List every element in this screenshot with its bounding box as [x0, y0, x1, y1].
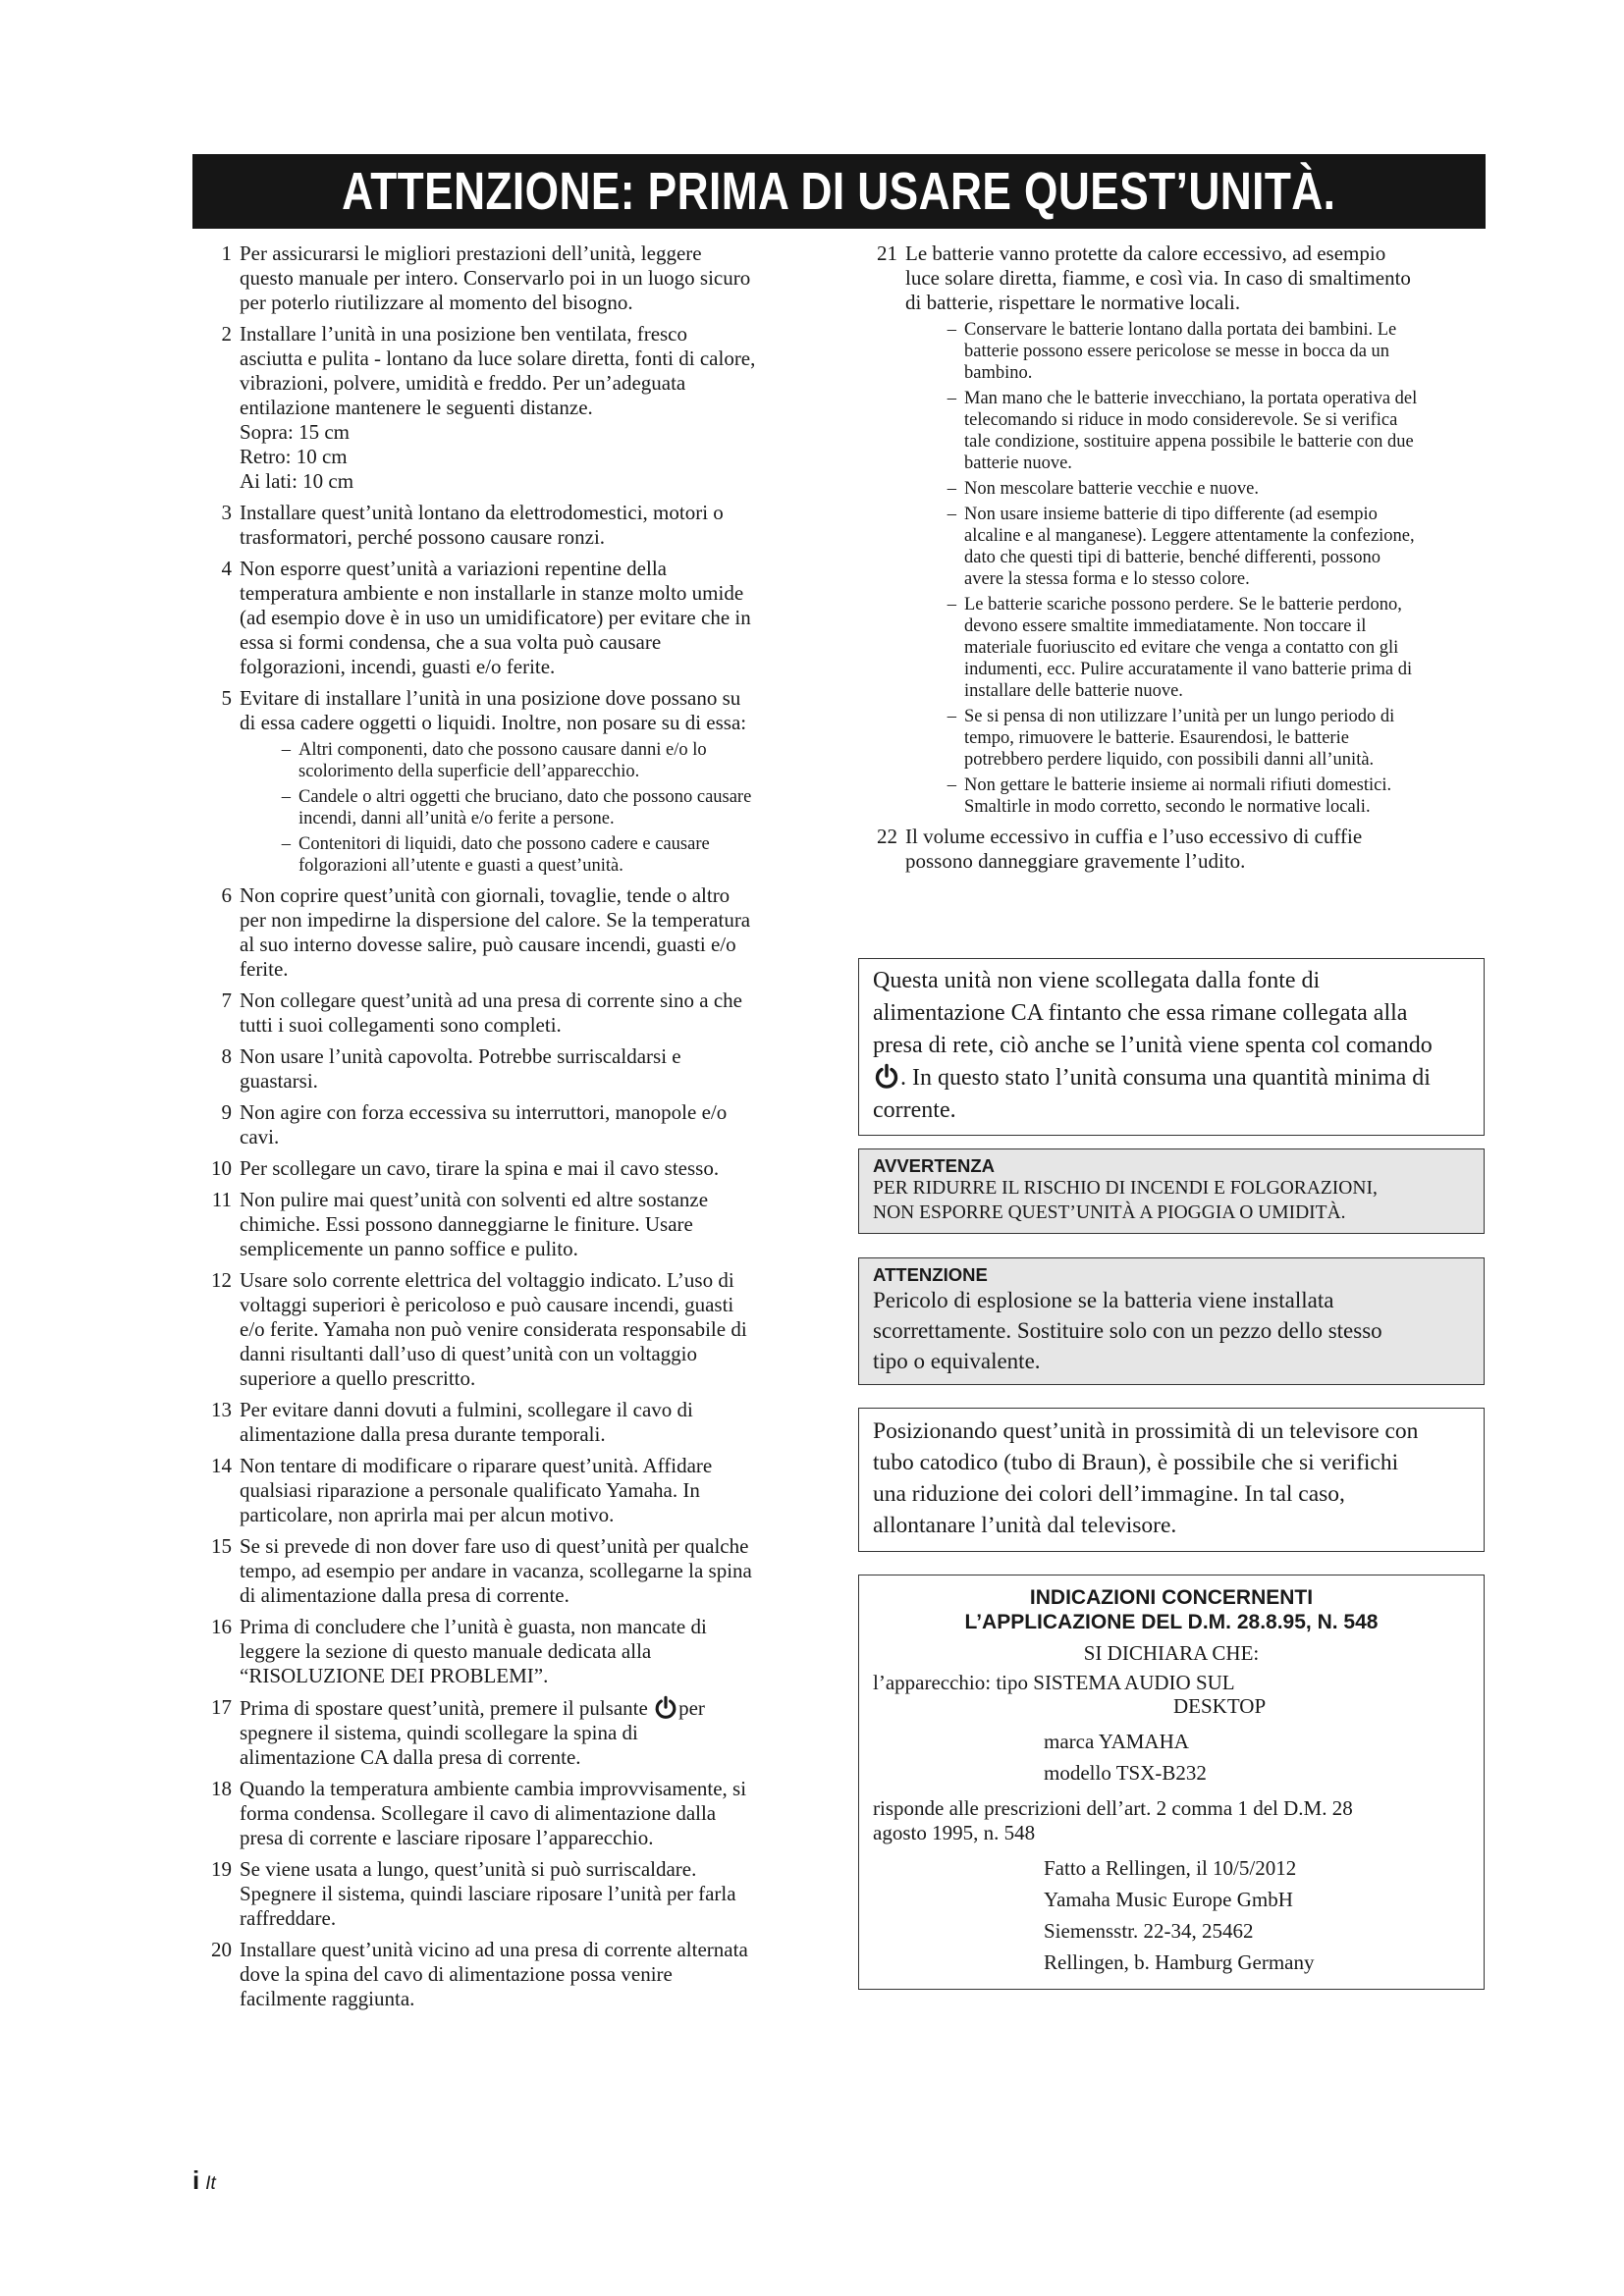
- item-text: Le batterie vanno protette da calore eccessivo, ad esempio: [905, 241, 1386, 265]
- sub-item-text: tale condizione, sostituire appena possibile le batterie con due: [964, 432, 1414, 452]
- item-text: danni risultanti dall’uso di quest’unità con un voltaggio: [240, 1342, 698, 1365]
- item-text: trasformatori, perché possono causare ronzi.: [240, 525, 606, 549]
- list-item: [192, 1044, 821, 1094]
- item-number: 18: [211, 1777, 232, 1800]
- right-column: [858, 241, 1487, 881]
- caution-line: tipo o equivalente.: [873, 1349, 1041, 1373]
- declaration-compliance-1: risponde alle prescrizioni dell’art. 2 comma 1 del D.M. 28: [873, 1796, 1353, 1820]
- item-text: facilmente raggiunta.: [240, 1987, 415, 2010]
- caution-box: [858, 1257, 1485, 1385]
- power-standby-icon: [873, 1063, 900, 1091]
- item-text: chimiche. Essi possono danneggiarne le finiture. Usare: [240, 1212, 693, 1236]
- sub-item-text: Conservare le batterie lontano dalla portata dei bambini. Le: [964, 320, 1397, 340]
- declaration-model: modello TSX-B232: [1044, 1761, 1207, 1785]
- list-item: [192, 1156, 821, 1181]
- page-footer: [192, 2165, 216, 2196]
- item-text: presa di corrente e lasciare riposare l’apparecchio.: [240, 1826, 654, 1849]
- item-number: 21: [877, 241, 897, 265]
- item-text: voltaggi superiori è pericoloso e può causare incendi, guasti: [240, 1293, 734, 1316]
- item-number: 2: [221, 322, 232, 346]
- dash-bullet: –: [947, 595, 956, 614]
- tv-line: tubo catodico (tubo di Braun), è possibile che si verifichi: [873, 1450, 1399, 1475]
- item-number: 11: [211, 1188, 232, 1211]
- item-number: 10: [211, 1156, 232, 1180]
- item-text: Installare quest’unità vicino ad una presa di corrente alternata: [240, 1938, 748, 1961]
- power-standby-icon: [653, 1695, 678, 1721]
- item-text: Non collegare quest’unità ad una presa di corrente sino a che: [240, 988, 742, 1012]
- sub-item-text: Altri componenti, dato che possono causare danni e/o lo: [298, 740, 707, 760]
- list-item: [192, 1777, 821, 1850]
- item-text: per non impedirne la dispersione del calore. Se la temperatura: [240, 908, 751, 932]
- sub-item-text: potrebbero perdere liquido, con possibili danni all’unità.: [964, 750, 1375, 770]
- sub-list-item: [925, 388, 1487, 474]
- page-title: ATTENZIONE: PRIMA DI USARE QUEST’UNITÀ.: [342, 162, 1336, 221]
- page-number: i: [192, 2165, 200, 2195]
- sub-list-item: [925, 478, 1487, 500]
- sub-item-text: Non gettare le batterie insieme ai normali rifiuti domestici.: [964, 775, 1392, 795]
- dash-bullet: –: [947, 775, 956, 795]
- sub-item-text: indumenti, ecc. Pulire accuratamente il vano batterie prima di: [964, 660, 1413, 679]
- item-text: guastarsi.: [240, 1069, 318, 1093]
- item-text: particolare, non aprirla mai per alcun motivo.: [240, 1503, 615, 1526]
- item-text: vibrazioni, polvere, umidità e freddo. Per un’adeguata: [240, 371, 686, 395]
- list-item: [192, 501, 821, 550]
- declaration-heading-2: L’APPLICAZIONE DEL D.M. 28.8.95, N. 548: [964, 1611, 1379, 1633]
- sub-list-item: [259, 833, 821, 877]
- sub-item-text: devono essere smaltite immediatamente. Non toccare il: [964, 616, 1367, 636]
- sub-item-text: bambino.: [964, 363, 1033, 383]
- item-text: Quando la temperatura ambiente cambia improvvisamente, si: [240, 1777, 747, 1800]
- item-text: forma condensa. Scollegare il cavo di alimentazione dalla: [240, 1801, 717, 1825]
- item-text: Non usare l’unità capovolta. Potrebbe surriscaldarsi e: [240, 1044, 681, 1068]
- language-tag: It: [205, 2173, 216, 2194]
- standby-line: Questa unità non viene scollegata dalla fonte di: [873, 968, 1321, 993]
- item-number: 16: [211, 1615, 232, 1638]
- standby-line: alimentazione CA fintanto che essa rimane collegata alla: [873, 1000, 1408, 1026]
- item-text: dove la spina del cavo di alimentazione possa venire: [240, 1962, 673, 1986]
- dash-bullet: –: [281, 787, 291, 807]
- item-text: Spegnere il sistema, quindi lasciare riposare l’unità per farla: [240, 1882, 736, 1905]
- left-column: [192, 241, 821, 2018]
- item-text: spegnere il sistema, quindi scollegare la spina di: [240, 1721, 638, 1744]
- item-text: al suo interno dovesse salire, può causare incendi, guasti e/o: [240, 933, 736, 956]
- sub-item-text: tempo, rimuovere le batterie. Esaurendosi, le batterie: [964, 728, 1349, 748]
- list-item: [192, 1454, 821, 1527]
- list-item: [192, 1268, 821, 1391]
- item-number: 6: [221, 883, 232, 907]
- sub-item-text: avere la stessa forma e lo stesso colore.: [964, 569, 1250, 589]
- dash-bullet: –: [947, 707, 956, 726]
- item-text: superiore a quello prescritto.: [240, 1366, 476, 1390]
- list-item: [858, 825, 1487, 874]
- item-text: Prima di spostare quest’unità, premere il pulsante: [240, 1696, 648, 1720]
- list-item: [192, 988, 821, 1038]
- item-text: asciutta e pulita - lontano da luce solare diretta, fonti di calore,: [240, 347, 756, 370]
- list-item: [192, 1938, 821, 2011]
- item-number: 13: [211, 1398, 232, 1421]
- item-text: leggere la sezione di questo manuale dedicata alla: [240, 1639, 652, 1663]
- sub-item-text: Smaltirle in modo corretto, secondo le normative locali.: [964, 797, 1371, 817]
- list-item: [192, 322, 821, 494]
- item-text: di batterie, rispettare le normative locali.: [905, 291, 1241, 314]
- tv-notice-box: [858, 1408, 1485, 1552]
- item-text: Per scollegare un cavo, tirare la spina e mai il cavo stesso.: [240, 1156, 720, 1180]
- item-text: Non tentare di modificare o riparare quest’unità. Affidare: [240, 1454, 713, 1477]
- declaration-city: Rellingen, b. Hamburg Germany: [1044, 1950, 1315, 1974]
- item-text: per: [678, 1696, 705, 1720]
- list-item: [192, 1857, 821, 1931]
- sub-item-text: telecomando si riduce in modo considerevole. Se si verifica: [964, 410, 1398, 430]
- standby-line: corrente.: [873, 1097, 956, 1123]
- declaration-box: [858, 1575, 1485, 1990]
- list-item: [192, 241, 821, 315]
- declaration-compliance-2: agosto 1995, n. 548: [873, 1821, 1036, 1844]
- item-text: Non esporre quest’unità a variazioni repentine della: [240, 557, 667, 580]
- item-text: semplicemente un panno soffice e pulito.: [240, 1237, 578, 1260]
- sub-item-text: incendi, danni all’unità e/o ferite a persone.: [298, 809, 615, 828]
- sub-list-item: [259, 786, 821, 829]
- list-item: [192, 1188, 821, 1261]
- item-text: tempo, ad esempio per andare in vacanza, scollegarne la spina: [240, 1559, 752, 1582]
- item-text: di essa cadere oggetti o liquidi. Inoltre, non posare su di essa:: [240, 711, 747, 734]
- item-number: 17: [211, 1695, 232, 1719]
- item-text: Il volume eccessivo in cuffia e l’uso eccessivo di cuffie: [905, 825, 1363, 848]
- sub-item-text: installare delle batterie nuove.: [964, 681, 1183, 701]
- item-number: 15: [211, 1534, 232, 1558]
- item-text: Installare l’unità in una posizione ben ventilata, fresco: [240, 322, 688, 346]
- item-text: Evitare di installare l’unità in una posizione dove possano su: [240, 686, 741, 710]
- item-text: essa si formi condensa, che a sua volta può causare: [240, 630, 662, 654]
- item-text: ferite.: [240, 957, 289, 981]
- item-text: raffreddare.: [240, 1906, 337, 1930]
- list-item: [192, 883, 821, 982]
- item-text: Installare quest’unità lontano da elettrodomestici, motori o: [240, 501, 724, 524]
- sub-item-text: dato che questi tipi di batterie, benché differenti, possono: [964, 548, 1381, 567]
- item-text: tutti i suoi collegamenti sono completi.: [240, 1013, 562, 1037]
- sub-item-text: Non usare insieme batterie di tipo differente (ad esempio: [964, 505, 1378, 524]
- tv-line: Posizionando quest’unità in prossimità di un televisore con: [873, 1418, 1419, 1444]
- caution-line: scorrettamente. Sostituire solo con un pezzo dello stesso: [873, 1318, 1382, 1343]
- warning-box: [858, 1148, 1485, 1234]
- sub-item-text: Contenitori di liquidi, dato che possono cadere e causare: [298, 834, 710, 854]
- list-item: [858, 241, 1487, 818]
- item-number: 1: [221, 241, 232, 265]
- item-text: folgorazioni, incendi, guasti e/o ferite.: [240, 655, 556, 678]
- sub-item-text: batterie nuove.: [964, 454, 1072, 473]
- declaration-heading-1: INDICAZIONI CONCERNENTI: [1029, 1586, 1314, 1609]
- item-text: e/o ferite. Yamaha non può venire considerata responsabile di: [240, 1317, 747, 1341]
- item-number: 14: [211, 1454, 232, 1477]
- caution-text: [873, 1285, 1470, 1376]
- warning-text: [873, 1176, 1470, 1225]
- list-item: [192, 1100, 821, 1149]
- item-text: Ai lati: 10 cm: [240, 469, 354, 493]
- declaration-device: l’apparecchio: tipo SISTEMA AUDIO SUL: [873, 1671, 1235, 1694]
- sub-item-text: Man mano che le batterie invecchiano, la portata operativa del: [964, 389, 1418, 408]
- tv-line: allontanare l’unità dal televisore.: [873, 1513, 1177, 1538]
- sub-list-item: [925, 594, 1487, 702]
- item-text: luce solare diretta, fiamme, e così via. In caso di smaltimento: [905, 266, 1411, 290]
- sub-item-text: alcaline e al manganese). Leggere attentamente la confezione,: [964, 526, 1415, 546]
- sub-item-text: Se si pensa di non utilizzare l’unità per un lungo periodo di: [964, 707, 1395, 726]
- item-text: Prima di concludere che l’unità è guasta, non mancate di: [240, 1615, 707, 1638]
- declaration-device-2: DESKTOP: [1173, 1694, 1267, 1718]
- standby-line: . In questo stato l’unità consuma una quantità minima di: [900, 1065, 1431, 1091]
- item-number: 20: [211, 1938, 232, 1961]
- item-text: temperatura ambiente e non installarle in stanze molto umide: [240, 581, 744, 605]
- sub-list-item: [925, 319, 1487, 384]
- declaration-company: Yamaha Music Europe GmbH: [1044, 1888, 1293, 1911]
- item-number: 5: [221, 686, 232, 710]
- dash-bullet: –: [947, 479, 956, 499]
- item-number: 3: [221, 501, 232, 524]
- item-text: Se si prevede di non dover fare uso di quest’unità per qualche: [240, 1534, 749, 1558]
- item-text: Se viene usata a lungo, quest’unità si può surriscaldare.: [240, 1857, 697, 1881]
- warning-line: NON ESPORRE QUEST’UNITÀ A PIOGGIA O UMIDITÀ.: [873, 1202, 1346, 1223]
- list-item: [192, 1615, 821, 1688]
- item-text: qualsiasi riparazione a personale qualificato Yamaha. In: [240, 1478, 700, 1502]
- sub-list-item: [925, 774, 1487, 818]
- item-text: Non coprire quest’unità con giornali, tovaglie, tende o altro: [240, 883, 731, 907]
- item-text: Retro: 10 cm: [240, 445, 348, 468]
- item-number: 8: [221, 1044, 232, 1068]
- item-number: 22: [877, 825, 897, 848]
- warning-line: PER RIDURRE IL RISCHIO DI INCENDI E FOLGORAZIONI,: [873, 1178, 1378, 1199]
- sub-item-text: Non mescolare batterie vecchie e nuove.: [964, 479, 1259, 499]
- declaration-place-date: Fatto a Rellingen, il 10/5/2012: [1044, 1856, 1297, 1880]
- item-text: alimentazione CA dalla presa di corrente.: [240, 1745, 581, 1769]
- item-number: 19: [211, 1857, 232, 1881]
- dash-bullet: –: [281, 740, 291, 760]
- item-text: Non pulire mai quest’unità con solventi ed altre sostanze: [240, 1188, 709, 1211]
- sub-item-text: materiale fuoriuscito ed evitare che venga a contatto con gli: [964, 638, 1399, 658]
- standby-notice-box: [858, 958, 1485, 1136]
- declaration-street: Siemensstr. 22-34, 25462: [1044, 1919, 1254, 1943]
- item-text: possono danneggiare gravemente l’udito.: [905, 849, 1246, 873]
- caution-line: Pericolo di esplosione se la batteria viene installata: [873, 1288, 1334, 1312]
- item-number: 7: [221, 988, 232, 1012]
- item-text: per poterlo riutilizzare al momento del bisogno.: [240, 291, 633, 314]
- list-item: [192, 1534, 821, 1608]
- sub-item-text: scolorimento della superficie dell’apparecchio.: [298, 762, 640, 781]
- item-number: 9: [221, 1100, 232, 1124]
- sub-list-item: [259, 739, 821, 782]
- item-text: Usare solo corrente elettrica del voltaggio indicato. L’uso di: [240, 1268, 734, 1292]
- list-item: [192, 1398, 821, 1447]
- item-text: Non agire con forza eccessiva su interruttori, manopole e/o: [240, 1100, 728, 1124]
- dash-bullet: –: [947, 505, 956, 524]
- list-item: [192, 557, 821, 679]
- item-number: 4: [221, 557, 232, 580]
- item-text: Sopra: 15 cm: [240, 420, 350, 444]
- sub-item-text: Le batterie scariche possono perdere. Se le batterie perdono,: [964, 595, 1402, 614]
- declaration-brand: marca YAMAHA: [1044, 1730, 1189, 1753]
- warning-heading: AVVERTENZA: [873, 1155, 996, 1176]
- standby-line: presa di rete, ciò anche se l’unità viene spenta col comando: [873, 1033, 1433, 1058]
- item-text: alimentazione dalla presa durante temporali.: [240, 1422, 606, 1446]
- item-text: di alimentazione dalla presa di corrente.: [240, 1583, 569, 1607]
- sub-list-item: [925, 504, 1487, 590]
- dash-bullet: –: [947, 389, 956, 408]
- dash-bullet: –: [281, 834, 291, 854]
- sub-list-item: [925, 706, 1487, 771]
- tv-line: una riduzione dei colori dell’immagine. In tal caso,: [873, 1481, 1345, 1507]
- list-item: [192, 1695, 821, 1770]
- list-item: [192, 686, 821, 877]
- item-text: Per assicurarsi le migliori prestazioni dell’unità, leggere: [240, 241, 702, 265]
- item-text: cavi.: [240, 1125, 280, 1148]
- item-number: 12: [211, 1268, 232, 1292]
- item-text: entilazione mantenere le seguenti distanze.: [240, 396, 593, 419]
- item-text: questo manuale per intero. Conservarlo poi in un luogo sicuro: [240, 266, 751, 290]
- sub-item-text: batterie possono essere pericolose se messe in bocca da un: [964, 342, 1390, 361]
- item-text: Per evitare danni dovuti a fulmini, scollegare il cavo di: [240, 1398, 693, 1421]
- caution-heading: ATTENZIONE: [873, 1264, 988, 1285]
- page-title-bar: [192, 154, 1486, 229]
- item-text: (ad esempio dove è in uso un umidificatore) per evitare che in: [240, 606, 751, 629]
- item-text: “RISOLUZIONE DEI PROBLEMI”.: [240, 1664, 549, 1687]
- sub-item-text: Candele o altri oggetti che bruciano, dato che possono causare: [298, 787, 752, 807]
- dash-bullet: –: [947, 320, 956, 340]
- sub-item-text: folgorazioni all’utente e guasti a quest’unità.: [298, 856, 623, 876]
- declaration-declares: SI DICHIARA CHE:: [1083, 1641, 1260, 1665]
